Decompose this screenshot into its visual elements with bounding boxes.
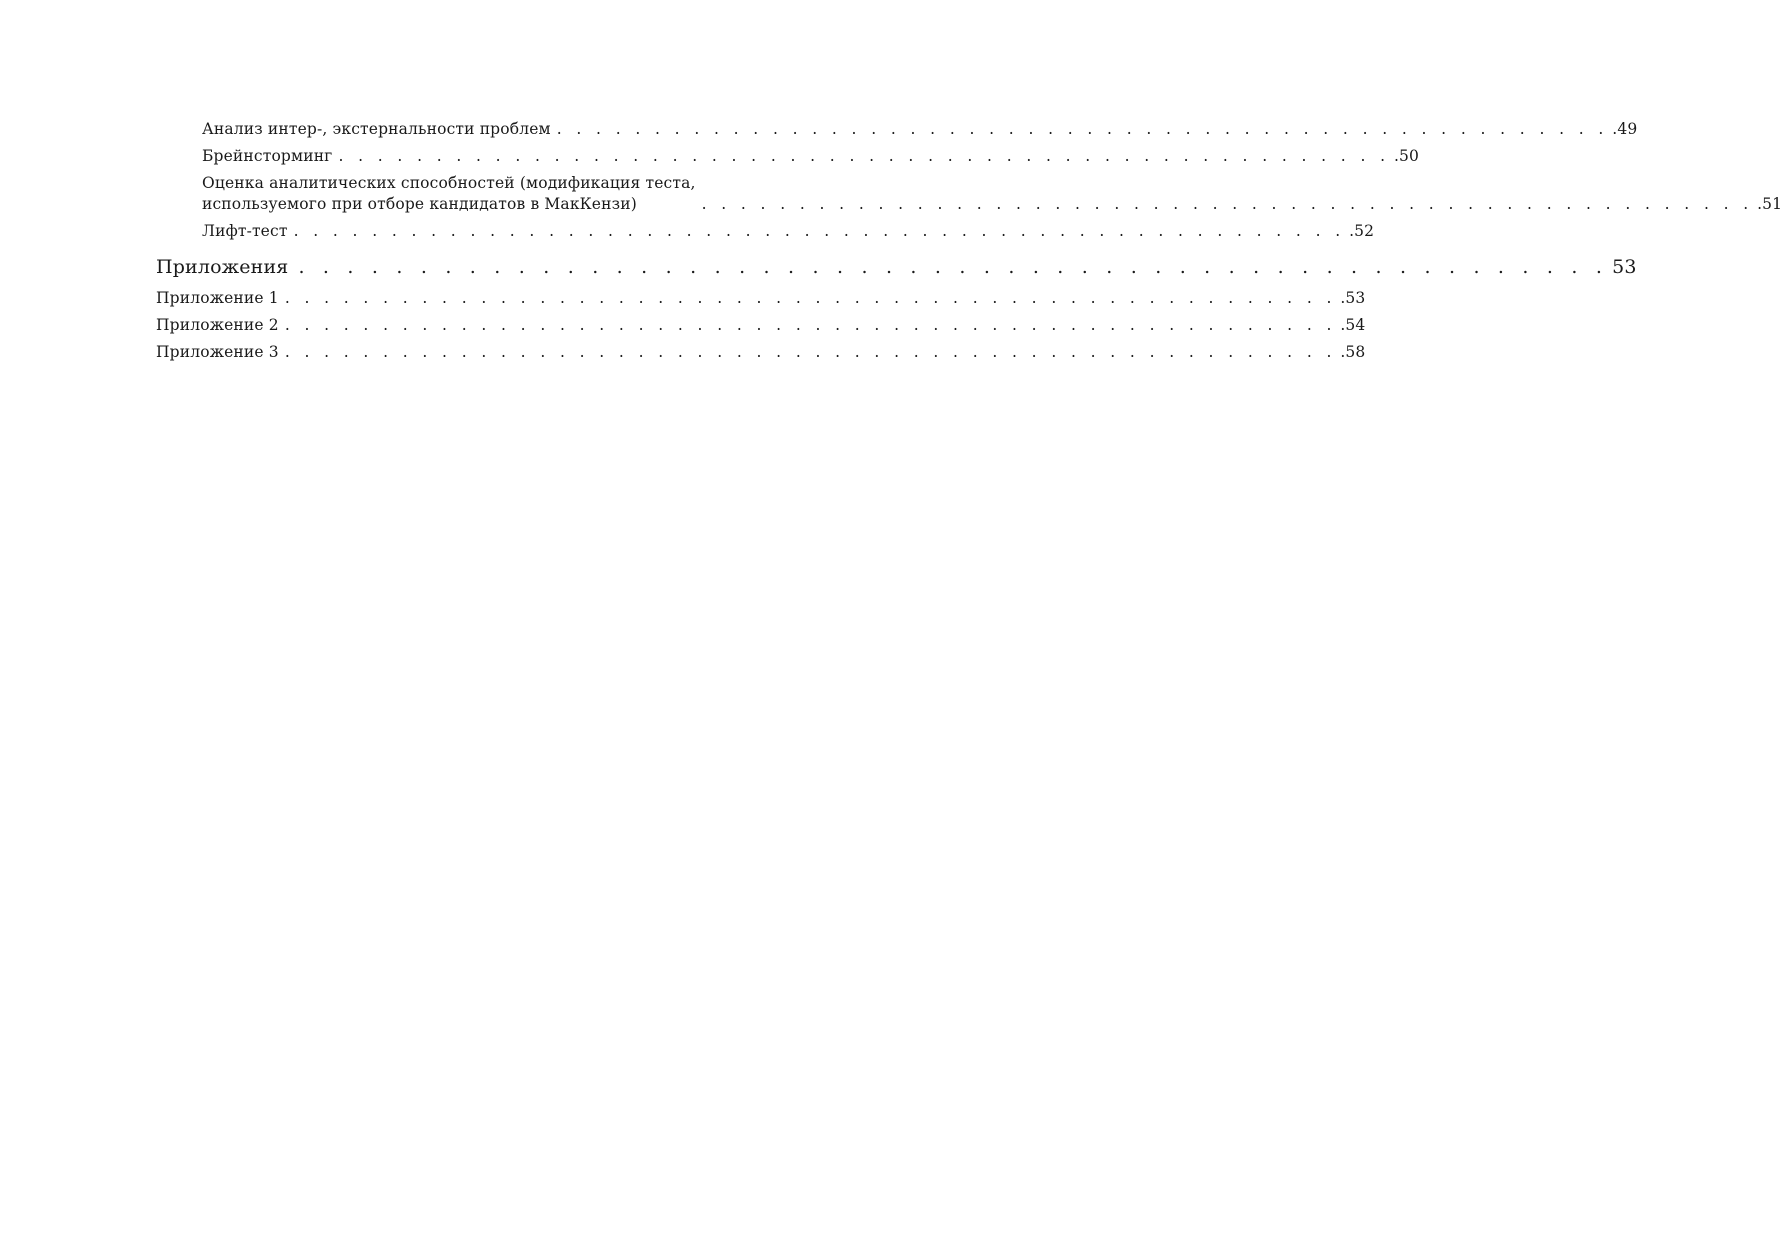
toc-entry-title: Приложение 1: [156, 289, 279, 307]
toc-page-number: .49: [1612, 120, 1638, 138]
toc-chapter-entry[interactable]: [156, 254, 1637, 280]
toc-dot-leader: . . . . . . . . . . . . . . . . . . . . . . . . . . . . . . . . . . . . . . . . . . . . . . . . . . . . . .: [338, 147, 1390, 165]
toc-dot-leader: . . . . . . . . . . . . . . . . . . . . . . . . . . . . . . . . . . . . . . . . . . . . . . . . . . . . . .: [293, 222, 1346, 240]
toc-chapter-title: Приложения: [156, 256, 289, 278]
toc-entry-title: Лифт-тест: [202, 222, 288, 240]
toc-page-number: 53: [1612, 256, 1637, 278]
toc-entry-title: Приложение 3: [156, 343, 279, 361]
toc-dot-leader: . . . . . . . . . . . . . . . . . . . . . . . . . . . . . . . . . . . . . . . . . . . . . . . . . . . . . .: [556, 120, 1609, 138]
toc-entry-title-line: используемого при отборе кандидатов в МакКензи): [202, 195, 637, 213]
toc-dot-leader: . . . . . . . . . . . . . . . . . . . . . . . . . . . . . . . . . . . . . . . . . . . . . . . . . . . . . .: [284, 316, 1337, 334]
toc-entry-title: Анализ интер-, экстернальности проблем: [202, 120, 551, 138]
toc-page-number: .51: [1757, 195, 1782, 213]
toc-entry-title-line: Оценка аналитических способностей (модификация теста,: [202, 174, 696, 192]
toc-dot-leader: . . . . . . . . . . . . . . . . . . . . . . . . . . . . . . . . . . . . . . . . . . . . . . . . . . . . . .: [298, 256, 1609, 278]
toc-entry[interactable]: [156, 119, 1638, 140]
table-of-contents: [156, 119, 1782, 369]
toc-entry-title: Приложение 2: [156, 316, 279, 334]
toc-entry[interactable]: [156, 146, 1420, 167]
toc-page-number: .53: [1340, 289, 1366, 307]
toc-page-number: .54: [1340, 316, 1366, 334]
toc-entry[interactable]: [156, 315, 1366, 336]
toc-entry[interactable]: [156, 342, 1366, 363]
toc-entry[interactable]: [156, 173, 1782, 215]
toc-page-number: .58: [1340, 343, 1366, 361]
toc-entry[interactable]: [156, 221, 1375, 242]
toc-entry[interactable]: [156, 288, 1366, 309]
toc-dot-leader: . . . . . . . . . . . . . . . . . . . . . . . . . . . . . . . . . . . . . . . . . . . . . . . . . . . . . .: [701, 195, 1754, 213]
toc-dot-leader: . . . . . . . . . . . . . . . . . . . . . . . . . . . . . . . . . . . . . . . . . . . . . . . . . . . . . .: [284, 343, 1337, 361]
toc-page-number: .52: [1349, 222, 1375, 240]
toc-dot-leader: . . . . . . . . . . . . . . . . . . . . . . . . . . . . . . . . . . . . . . . . . . . . . . . . . . . . . .: [284, 289, 1337, 307]
toc-entry-title: Брейнсторминг: [202, 147, 333, 165]
toc-page-number: .50: [1393, 147, 1420, 165]
toc-entry-title: [202, 173, 696, 215]
